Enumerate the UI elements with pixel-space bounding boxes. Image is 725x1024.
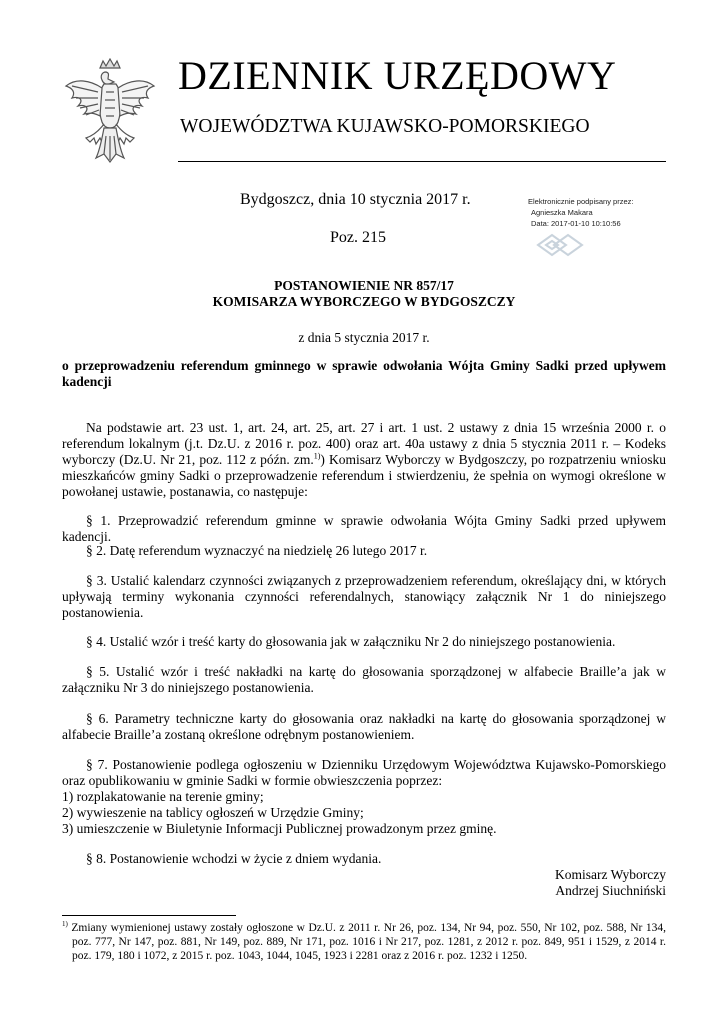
signature-label: Elektronicznie podpisany przez: (528, 197, 634, 206)
section-5: § 5. Ustalić wzór i treść nakładki na kartę do głosowania sporządzonej w alfabecie Braille’a jak w załączniku Nr 3 do niniejszego postanowienia. (62, 664, 666, 695)
header-divider (178, 161, 666, 162)
section-8: § 8. Postanowienie wchodzi w życie z dniem wydania. (86, 851, 382, 866)
list-item: 3) umieszczenie w Biuletynie Informacji Publicznej prowadzonym przez gminę. (62, 821, 497, 836)
legal-basis-continuation: ) Komisarz Wyborczy w Bydgoszczy, po rozpatrzeniu wniosku mieszkańców gminy Sadki o przeprowadzenie referendum i stwierdzeniu, że spełnia on wymogi określone w powołanej ustawie, postanawia, co następuje: (62, 452, 667, 499)
polish-eagle-emblem-icon (62, 58, 158, 164)
legal-basis-text: Na podstawie art. 23 ust. 1, art. 24, art. 25, art. 27 i art. 1 ust. 2 ustawy z dnia 15 września 2000 r. o referendum lokalnym (j.t. Dz.U. z 2016 r. poz. 400) oraz art. 40a ustawy z dnia 5 stycznia 2011 r. – Kodeks wyborczy (Dz.U. Nr 21, poz. 112 z późn. zm. (62, 420, 666, 467)
footnote (62, 921, 666, 963)
signer-name: Agnieszka Makara (531, 208, 593, 217)
resolution-subject: o przeprowadzeniu referendum gminnego w sprawie odwołania Wójta Gminy Sadki przed upływem kadencji (62, 358, 666, 389)
resolution-date: z dnia 5 stycznia 2017 r. (298, 330, 430, 345)
list-item: 2) wywieszenie na tablicy ogłoszeń w Urzędzie Gminy; (62, 805, 364, 820)
footnote-reference: 1) (313, 451, 321, 461)
signatory-name: Andrzej Siuchniński (555, 883, 666, 898)
gazette-title: DZIENNIK URZĘDOWY (178, 53, 617, 98)
signature-date: Data: 2017-01-10 10:10:56 (531, 219, 621, 228)
footnote-marker: 1) (62, 920, 68, 929)
resolution-title: POSTANOWIENIE NR 857/17 (274, 278, 454, 293)
position-number: Poz. 215 (330, 229, 386, 246)
signature-check-icon (536, 232, 584, 258)
legal-basis-paragraph (62, 420, 666, 500)
gazette-subtitle: WOJEWÓDZTWA KUJAWSKO-POMORSKIEGO (180, 116, 590, 137)
publication-date: Bydgoszcz, dnia 10 stycznia 2017 r. (240, 191, 471, 208)
footnote-text: Zmiany wymienionej ustawy zostały ogłoszone w Dz.U. z 2011 r. Nr 26, poz. 134, Nr 94, poz. 550, Nr 102, poz. 588, Nr 134, poz. 777, Nr 147, poz. 881, Nr 149, poz. 889, Nr 171, poz. 1016 i Nr 217, poz. 1281, z 2012 r. poz. 849, 951 i 1529, z 2014 r. poz. 179, 180 i 1072, z 2015 r. poz. 1043, 1044, 1045, 1923 i 2281 oraz z 2016 r. poz. 1232 i 1250. (67, 922, 666, 962)
list-item: 1) rozplakatowanie na terenie gminy; (62, 789, 264, 804)
footnote-divider (62, 915, 236, 916)
signatory-role: Komisarz Wyborczy (554, 867, 666, 882)
section-2: § 2. Datę referendum wyznaczyć na niedzielę 26 lutego 2017 r. (86, 543, 428, 558)
section-6: § 6. Parametry techniczne karty do głosowania oraz nakładki na kartę do głosowania sporządzonej w alfabecie Braille’a zostaną określone odrębnym postanowieniem. (62, 711, 666, 742)
section-4: § 4. Ustalić wzór i treść karty do głosowania jak w załączniku Nr 2 do niniejszego postanowienia. (86, 634, 616, 649)
section-7: § 7. Postanowienie podlega ogłoszeniu w Dzienniku Urzędowym Województwa Kujawsko-Pomorskiego oraz opublikowaniu w gminie Sadki w formie obwieszczenia poprzez: (62, 757, 666, 788)
section-3: § 3. Ustalić kalendarz czynności związanych z przeprowadzeniem referendum, określający dni, w których upływają terminy wykonania czynności referendalnych, stanowiący załącznik Nr 1 do niniejszego postanowienia. (62, 573, 666, 620)
electronic-signature-stamp (528, 196, 678, 229)
section-1: § 1. Przeprowadzić referendum gminne w sprawie odwołania Wójta Gminy Sadki przed upływem kadencji. (62, 513, 666, 544)
resolution-authority: KOMISARZA WYBORCZEGO W BYDGOSZCZY (212, 294, 516, 309)
